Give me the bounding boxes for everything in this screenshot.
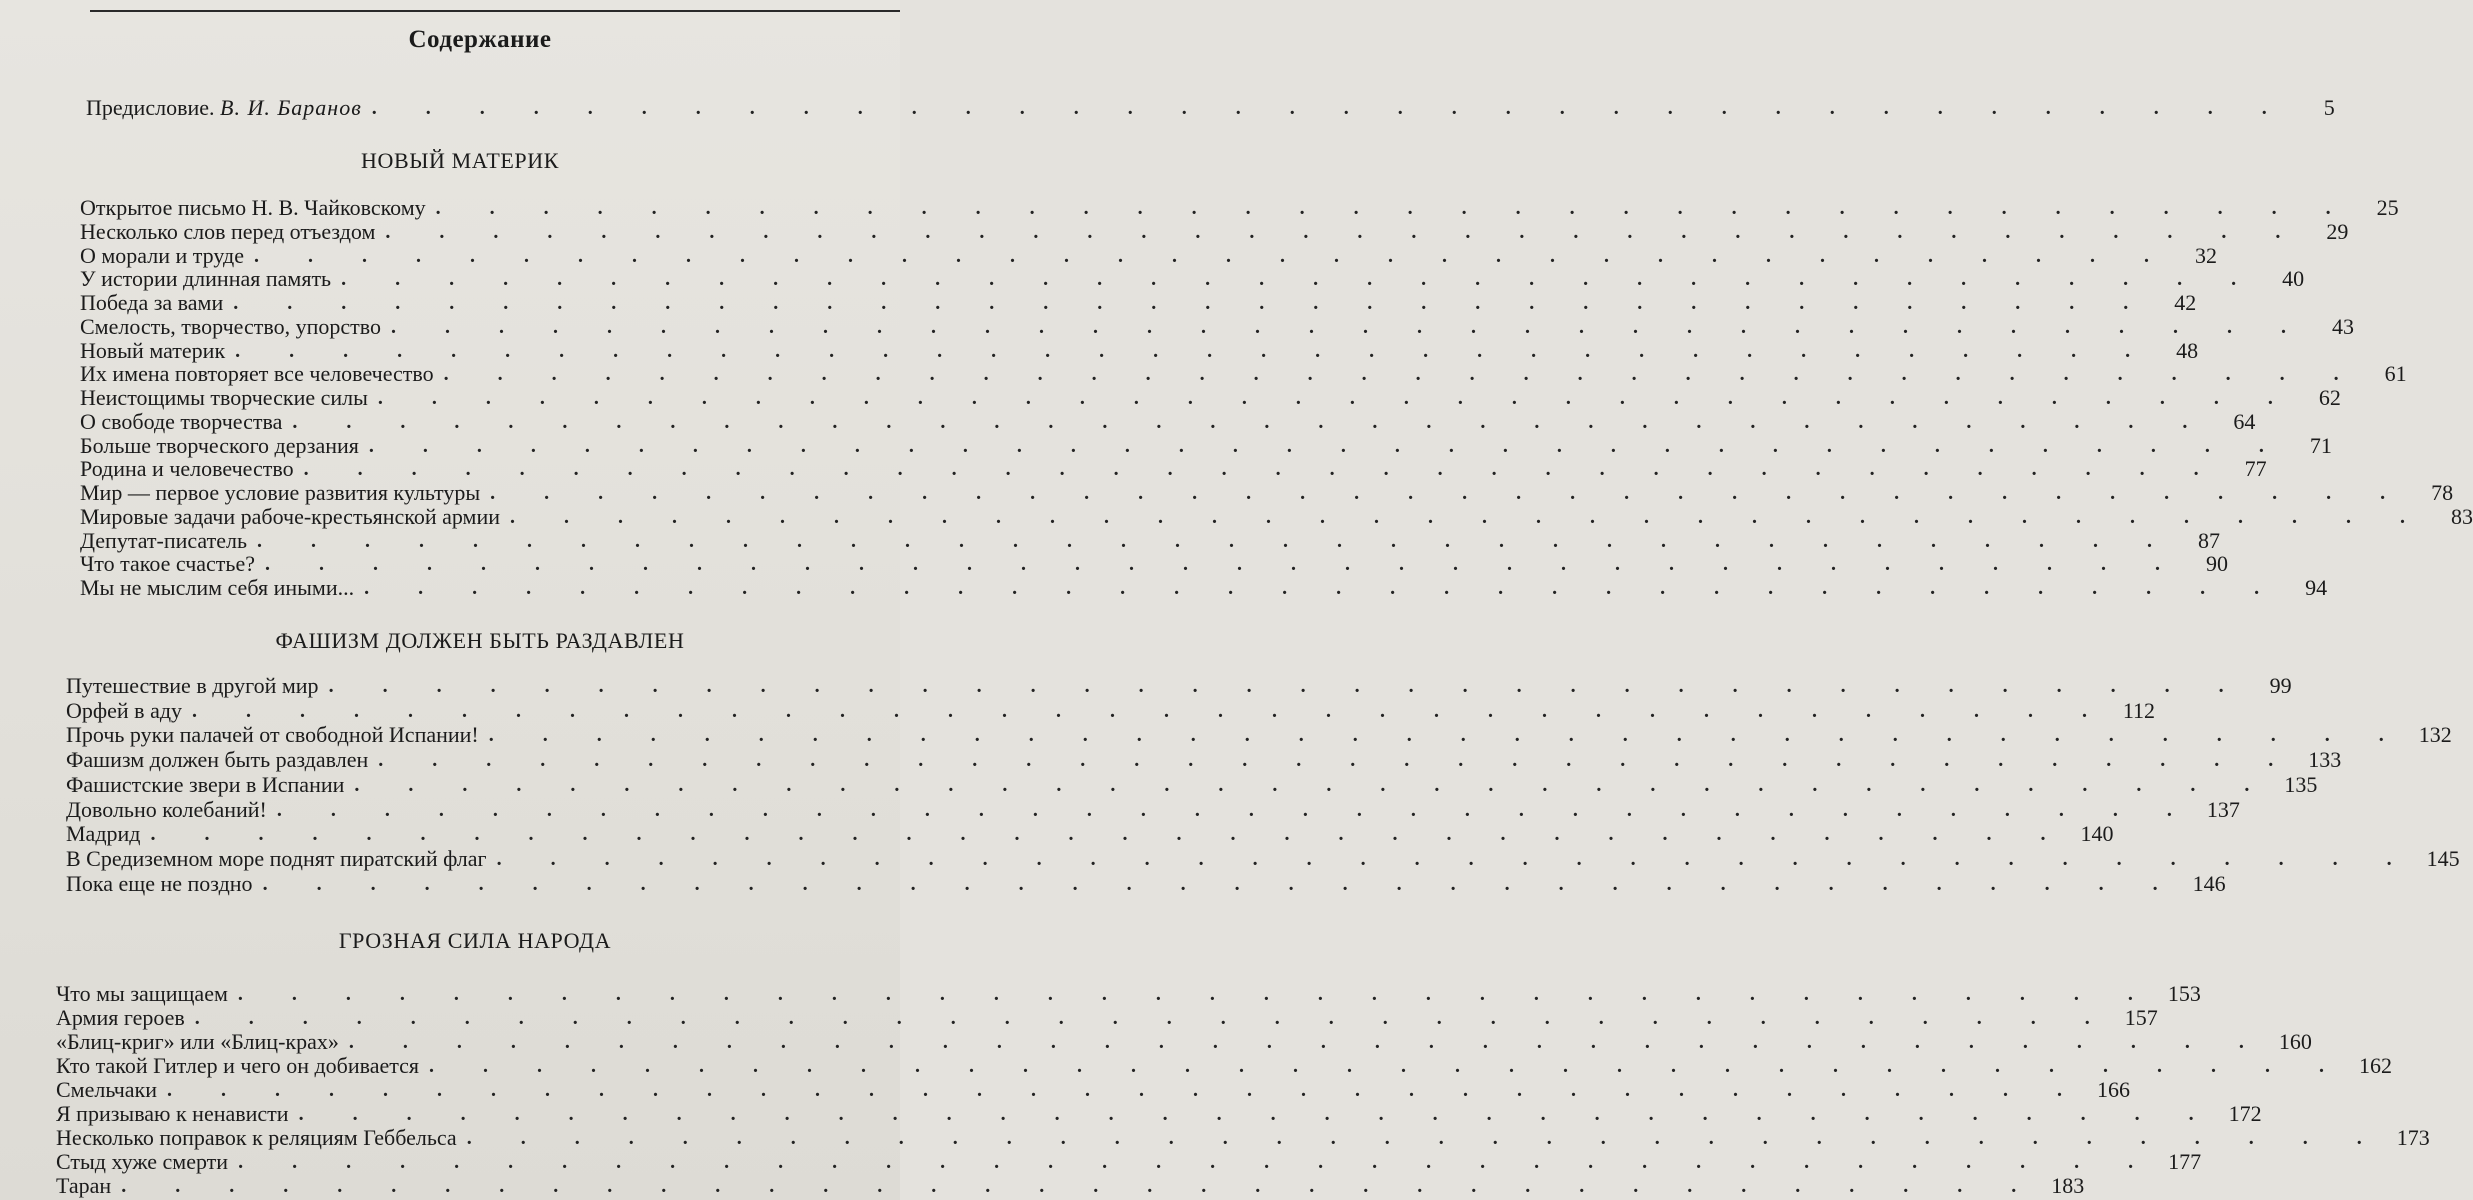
toc-entry <box>66 870 2226 896</box>
dot-leader: . . . . . . . . . . . . . . . . . . . . . . . . . . . . . . . . . . . . <box>496 847 2414 870</box>
dot-leader: . . . . . . . . . . . . . . . . . . . . . . . . . . . . . . . . . . . . <box>253 244 2171 267</box>
entry-title: Фашистские звери в Испании <box>66 771 345 797</box>
toc-entry <box>66 820 2114 847</box>
entry-page-number: 172 <box>2228 1101 2262 1126</box>
entry-page-number: 153 <box>2167 981 2201 1006</box>
dot-leader: . . . . . . . . . . . . . . . . . . . . . . . . . . . . . . . . . . . . <box>303 458 2221 481</box>
entry-title: Новый материк <box>80 337 226 363</box>
entry-title: Таран <box>56 1173 112 1198</box>
entry-page-number: 90 <box>2205 551 2228 577</box>
toc-entry <box>80 384 2341 410</box>
entry-title: Мы не мыслим себя иными... <box>80 575 355 600</box>
entry-page-number: 157 <box>2124 1005 2158 1030</box>
toc-entry <box>66 697 2156 723</box>
entry-page-number: 64 <box>2233 408 2256 434</box>
dot-leader: . . . . . . . . . . . . . . . . . . . . . . . . . . . . . . . . . . . . <box>490 482 2408 504</box>
dot-leader: . . . . . . . . . . . . . . . . . . . . . . . . . . . . . . . . . . . . <box>150 823 2068 846</box>
entry-title: Депутат-писатель <box>80 527 247 553</box>
entry-page-number: 160 <box>2278 1029 2312 1054</box>
entry-title: Смельчаки <box>56 1077 157 1102</box>
entry-title: Я призываю к ненависти <box>56 1101 289 1126</box>
entry-page-number: 183 <box>2051 1173 2085 1198</box>
dot-leader: . . . . . . . . . . . . . . . . . . . . . . . . . . . . . . . . . . . . <box>167 1079 2084 1101</box>
dot-leader: . . . . . . . . . . . . . . . . . . . . . . . . . . . . . . . . . . . . <box>192 699 2110 722</box>
entry-page-number: 94 <box>2305 575 2328 600</box>
toc-entry <box>66 771 2318 797</box>
entry-title: Путешествие в другой мир <box>66 673 319 698</box>
entry-title: Смелость, творчество, упорство <box>80 313 381 339</box>
entry-title: Что мы защищаем <box>56 981 228 1006</box>
dot-leader: . . . . . . . . . . . . . . . . . . . . . . . . . . . . . . . . . . . . <box>391 315 2308 338</box>
entry-title: Победа за вами <box>80 290 224 315</box>
entry-title: Фашизм должен быть раздавлен <box>66 747 369 773</box>
dot-leader: . . . . . . . . . . . . . . . . . . . . . . . . . . . . . . . . . . . . <box>121 1175 2039 1197</box>
entry-page-number: 61 <box>2384 361 2407 387</box>
entry-title: Родина и человечество <box>80 456 294 482</box>
toc-entry <box>80 337 2199 363</box>
entry-page-number: 77 <box>2244 456 2267 482</box>
toc-entry <box>80 218 2349 244</box>
dot-leader: . . . . . . . . . . . . . . . . . . . . . . . . . . . . . . . . . . . . <box>238 1151 2156 1173</box>
dot-leader: . . . . . . . . . . . . . . . . . . . . . . . . . . . . . . . . . . . . <box>276 798 2194 821</box>
toc-entry <box>56 1076 2130 1102</box>
toc-entry <box>80 503 2473 529</box>
entry-title: Мир — первое условие развития культуры <box>80 480 481 505</box>
top-rule <box>90 10 900 12</box>
dot-leader: . . . . . . . . . . . . . . . . . . . . . . . . . . . . . . . . . . . . <box>298 1103 2216 1125</box>
entry-title: Прочь руки палачей от свободной Испании! <box>66 722 479 748</box>
toc-entry <box>80 574 2328 600</box>
toc-entry <box>80 360 2407 387</box>
dot-leader: . . . . . . . . . . . . . . . . . . . . . . . . . . . . . . . . . . . . <box>488 724 2406 747</box>
preface-author: В. И. Баранов <box>220 95 362 120</box>
entry-page-number: 71 <box>2309 432 2332 458</box>
entry-title: Больше творческого дерзания <box>80 432 359 458</box>
entry-title: Стыд хуже смерти <box>56 1149 229 1174</box>
entry-page-number: 87 <box>2198 527 2220 553</box>
dot-leader: . . . . . . . . . . . . . . . . . . . . . . . . . . . . . . . . . . . . <box>292 410 2210 433</box>
dot-leader: . . . . . . . . . . . . . . . . . . . . . . . . . . . . . . . . . . . . <box>341 268 2259 291</box>
entry-page-number: 145 <box>2426 845 2460 871</box>
entry-title: «Блиц-криг» или «Блиц-крах» <box>56 1029 339 1054</box>
entry-page-number: 78 <box>2431 480 2454 505</box>
dot-leader: . . . . . . . . . . . . . . . . . . . . . . . . . . . . . . . . . . . . <box>233 292 2151 314</box>
toc-entry <box>80 550 2228 577</box>
toc-entry <box>80 265 2305 292</box>
toc-entry <box>56 1100 2262 1126</box>
dot-leader: . . . . . . . . . . . . . . . . . . . . . . . . . . . . . . . . . . . . <box>348 1031 2266 1053</box>
toc-entry <box>80 313 2354 339</box>
toc-entry <box>80 194 2399 220</box>
entry-title: Их имена повторяет все человечество <box>80 361 434 387</box>
dot-leader: . . . . . . . . . . . . . . . . . . . . . . . . . . . . . . . . . . . . <box>443 363 2361 386</box>
dot-leader: . . . . . . . . . . . . . . . . . . . . . . . . . . . . . . . . . . . . <box>262 872 2180 895</box>
entry-page-number: 132 <box>2418 722 2452 748</box>
dot-leader: . . . . . . . . . . . . . . . . . . . . . . . . . . . . . . . . . . . . <box>510 505 2427 528</box>
dot-leader: . . . . . . . . . . . . . . . . . . . . . . . . . . . . . . . . . . . . <box>385 220 2303 243</box>
entry-page-number: 25 <box>2376 195 2399 220</box>
entry-page-number: 137 <box>2206 796 2240 822</box>
preface-page: 5 <box>2323 95 2335 120</box>
toc-entry <box>80 242 2217 268</box>
preface-label: Предисловие. <box>86 95 215 120</box>
toc-entry <box>66 672 2292 698</box>
entry-page-number: 166 <box>2097 1077 2130 1102</box>
toc-entry <box>56 1172 2085 1198</box>
toc-entry <box>80 527 2220 553</box>
entry-page-number: 48 <box>2176 337 2199 363</box>
dot-leader: . . . . . . . . . . . . . . . . . . . . . . . . . . . . . . . . . . . . <box>235 339 2153 362</box>
toc-entry <box>80 408 2256 434</box>
entry-title: Кто такой Гитлер и чего он добивается <box>56 1053 420 1078</box>
entry-title: Орфей в аду <box>66 697 183 723</box>
dot-leader: . . . . . . . . . . . . . . . . . . . . . . . . . . . . . . . . . . . . <box>371 97 2289 119</box>
toc-entry <box>80 479 2454 505</box>
entry-page-number: 32 <box>2194 242 2217 268</box>
entry-title: Что такое счастье? <box>80 551 255 577</box>
entry-title: Мировые задачи рабоче-крестьянской армии <box>80 503 500 529</box>
entry-page-number: 146 <box>2192 870 2226 896</box>
section-title: НОВЫЙ МАТЕРИК <box>360 148 559 173</box>
entry-page-number: 173 <box>2396 1125 2430 1150</box>
dot-leader: . . . . . . . . . . . . . . . . . . . . . . . . . . . . . . . . . . . . <box>257 529 2174 552</box>
dot-leader: . . . . . . . . . . . . . . . . . . . . . . . . . . . . . . . . . . . . <box>364 577 2282 599</box>
toc-entry <box>66 746 2342 773</box>
dot-leader: . . . . . . . . . . . . . . . . . . . . . . . . . . . . . . . . . . . . <box>237 983 2155 1005</box>
entry-title: О свободе творчества <box>80 408 283 434</box>
entry-page-number: 29 <box>2326 218 2349 244</box>
toc-entry <box>56 1148 2202 1174</box>
toc-entry <box>56 1028 2312 1054</box>
entry-title: Открытое письмо Н. В. Чайковскому <box>80 195 426 220</box>
dot-leader: . . . . . . . . . . . . . . . . . . . . . . . . . . . . . . . . . . . . <box>429 1055 2347 1077</box>
entry-page-number: 177 <box>2168 1149 2202 1174</box>
toc-entry <box>56 1124 2430 1150</box>
preface-entry <box>86 94 2335 120</box>
contents-title: Содержание <box>408 26 552 53</box>
dot-leader: . . . . . . . . . . . . . . . . . . . . . . . . . . . . . . . . . . . . <box>264 553 2182 576</box>
toc-entry <box>56 1004 2158 1030</box>
dot-leader: . . . . . . . . . . . . . . . . . . . . . . . . . . . . . . . . . . . . <box>368 434 2286 457</box>
entry-page-number: 42 <box>2174 290 2197 315</box>
section-title: ГРОЗНАЯ СИЛА НАРОДА <box>338 928 612 953</box>
entry-page-number: 40 <box>2282 266 2305 292</box>
toc-entry <box>56 1052 2393 1078</box>
dot-leader: . . . . . . . . . . . . . . . . . . . . . . . . . . . . . . . . . . . . <box>378 749 2296 772</box>
entry-title: Несколько слов перед отъездом <box>80 218 376 244</box>
toc-entry <box>80 289 2197 315</box>
entry-title: Довольно колебаний! <box>66 796 267 822</box>
entry-title: О морали и труде <box>80 242 244 268</box>
dot-leader: . . . . . . . . . . . . . . . . . . . . . . . . . . . . . . . . . . . . <box>354 773 2272 796</box>
toc-entry <box>66 845 2460 871</box>
toc-entry <box>56 980 2201 1006</box>
dot-leader: . . . . . . . . . . . . . . . . . . . . . . . . . . . . . . . . . . . . <box>377 387 2295 409</box>
entry-title: Мадрид <box>66 821 141 847</box>
section-title: ФАШИЗМ ДОЛЖЕН БЫТЬ РАЗДАВЛЕН <box>275 628 685 653</box>
dot-leader: . . . . . . . . . . . . . . . . . . . . . . . . . . . . . . . . . . . . <box>328 675 2246 697</box>
toc-entry <box>66 796 2240 822</box>
toc-entry <box>80 455 2267 482</box>
dot-leader: . . . . . . . . . . . . . . . . . . . . . . . . . . . . . . . . . . . . <box>194 1007 2112 1029</box>
entry-title: У истории длинная память <box>80 266 332 292</box>
entry-page-number: 99 <box>2269 673 2292 698</box>
entry-title: Армия героев <box>56 1005 185 1030</box>
entry-title: Несколько поправок к реляциям Геббельса <box>56 1125 457 1150</box>
entry-page-number: 162 <box>2359 1053 2393 1078</box>
entry-title: В Средиземном море поднят пиратский флаг <box>66 845 487 871</box>
dot-leader: . . . . . . . . . . . . . . . . . . . . . . . . . . . . . . . . . . . . <box>466 1127 2384 1149</box>
entry-page-number: 62 <box>2318 385 2341 410</box>
toc-entry <box>66 721 2452 748</box>
entry-title: Неистощимы творческие силы <box>80 385 368 410</box>
entry-page-number: 112 <box>2122 697 2156 723</box>
dot-leader: . . . . . . . . . . . . . . . . . . . . . . . . . . . . . . . . . . . . <box>435 197 2353 219</box>
entry-page-number: 133 <box>2308 747 2342 773</box>
toc-entry <box>80 432 2332 458</box>
entry-page-number: 43 <box>2332 313 2354 339</box>
entry-page-number: 140 <box>2080 821 2114 847</box>
entry-page-number: 135 <box>2284 771 2318 797</box>
entry-page-number: 83 <box>2451 503 2473 529</box>
entry-title: Пока еще не поздно <box>66 870 253 896</box>
